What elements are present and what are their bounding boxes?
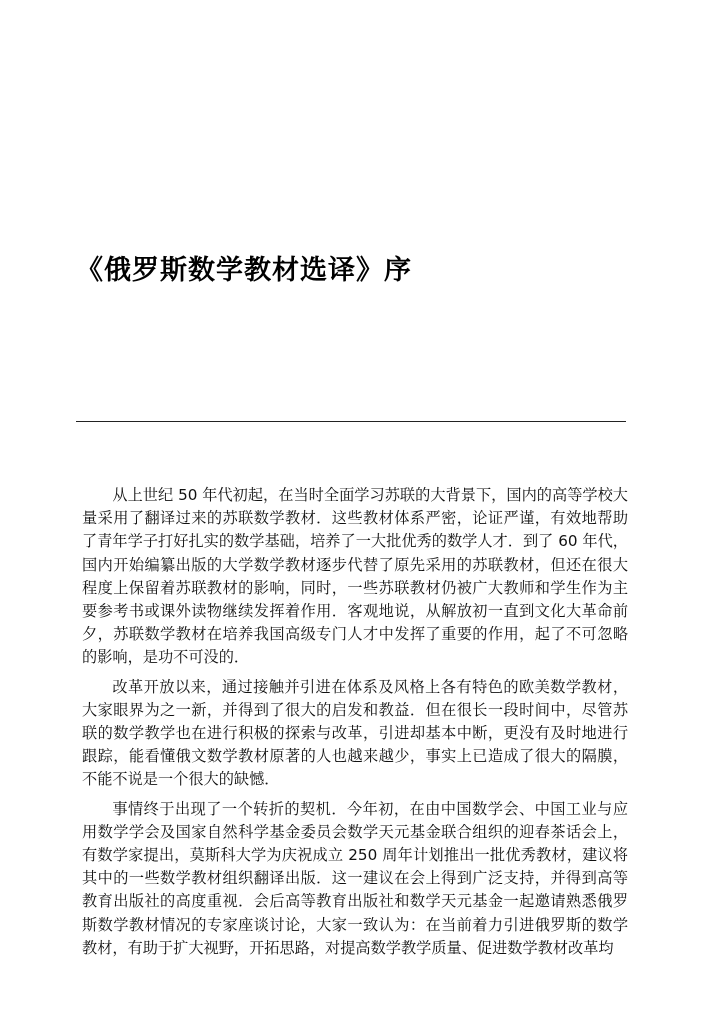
paragraph-3: 事情终于出现了一个转折的契机．今年初，在由中国数学会、中国工业与应用数学学会及国家自然科学基金委员会数学天元基金联合组织的迎春茶话会上，有数学家提出，莫斯科大学为庆祝成立 250 周年计划推出一批优秀教材，建议将其中的一些数学教材组织翻译出版．这一建议在会上得到广泛支持，并得到高等教育出版社的高度重视．会后高等教育出版社和数学天元基金一起邀请熟悉俄罗斯数学教材情况的专家座谈讨论，大家一致认为：在当前着力引进俄罗斯的数学教材，有助于扩大视野，开拓思路，对提高数学教学质量、促进数学教材改革均 [82, 799, 628, 957]
preface-body [82, 484, 628, 966]
preface-title: 《俄罗斯数学教材选译》序 [76, 255, 412, 286]
paragraph-1: 从上世纪 50 年代初起，在当时全面学习苏联的大背景下，国内的高等学校大量采用了翻译过来的苏联数学教材．这些教材体系严密，论证严谨，有效地帮助了青年学子打好扎实的数学基础，培养了一大批优秀的数学人才．到了 60 年代，国内开始编纂出版的大学数学教材逐步代替了原先采用的苏联教材，但还在很大程度上保留着苏联教材的影响，同时，一些苏联教材仍被广大教师和学生作为主要参考书或课外读物继续发挥着作用．客观地说，从解放初一直到文化大革命前夕，苏联数学教材在培养我国高级专门人才中发挥了重要的作用，起了不可忽略的影响，是功不可没的． [82, 486, 628, 667]
paragraph-2: 改革开放以来，通过接触并引进在体系及风格上各有特色的欧美数学教材，大家眼界为之一新，并得到了很大的启发和教益．但在很长一段时间中，尽管苏联的数学教学也在进行积极的探索与改革，引进却基本中断，更没有及时地进行跟踪，能看懂俄文数学教材原著的人也越来越少，事实上已造成了很大的隔膜，不能不说是一个很大的缺憾． [82, 677, 628, 789]
title-divider [76, 421, 626, 422]
